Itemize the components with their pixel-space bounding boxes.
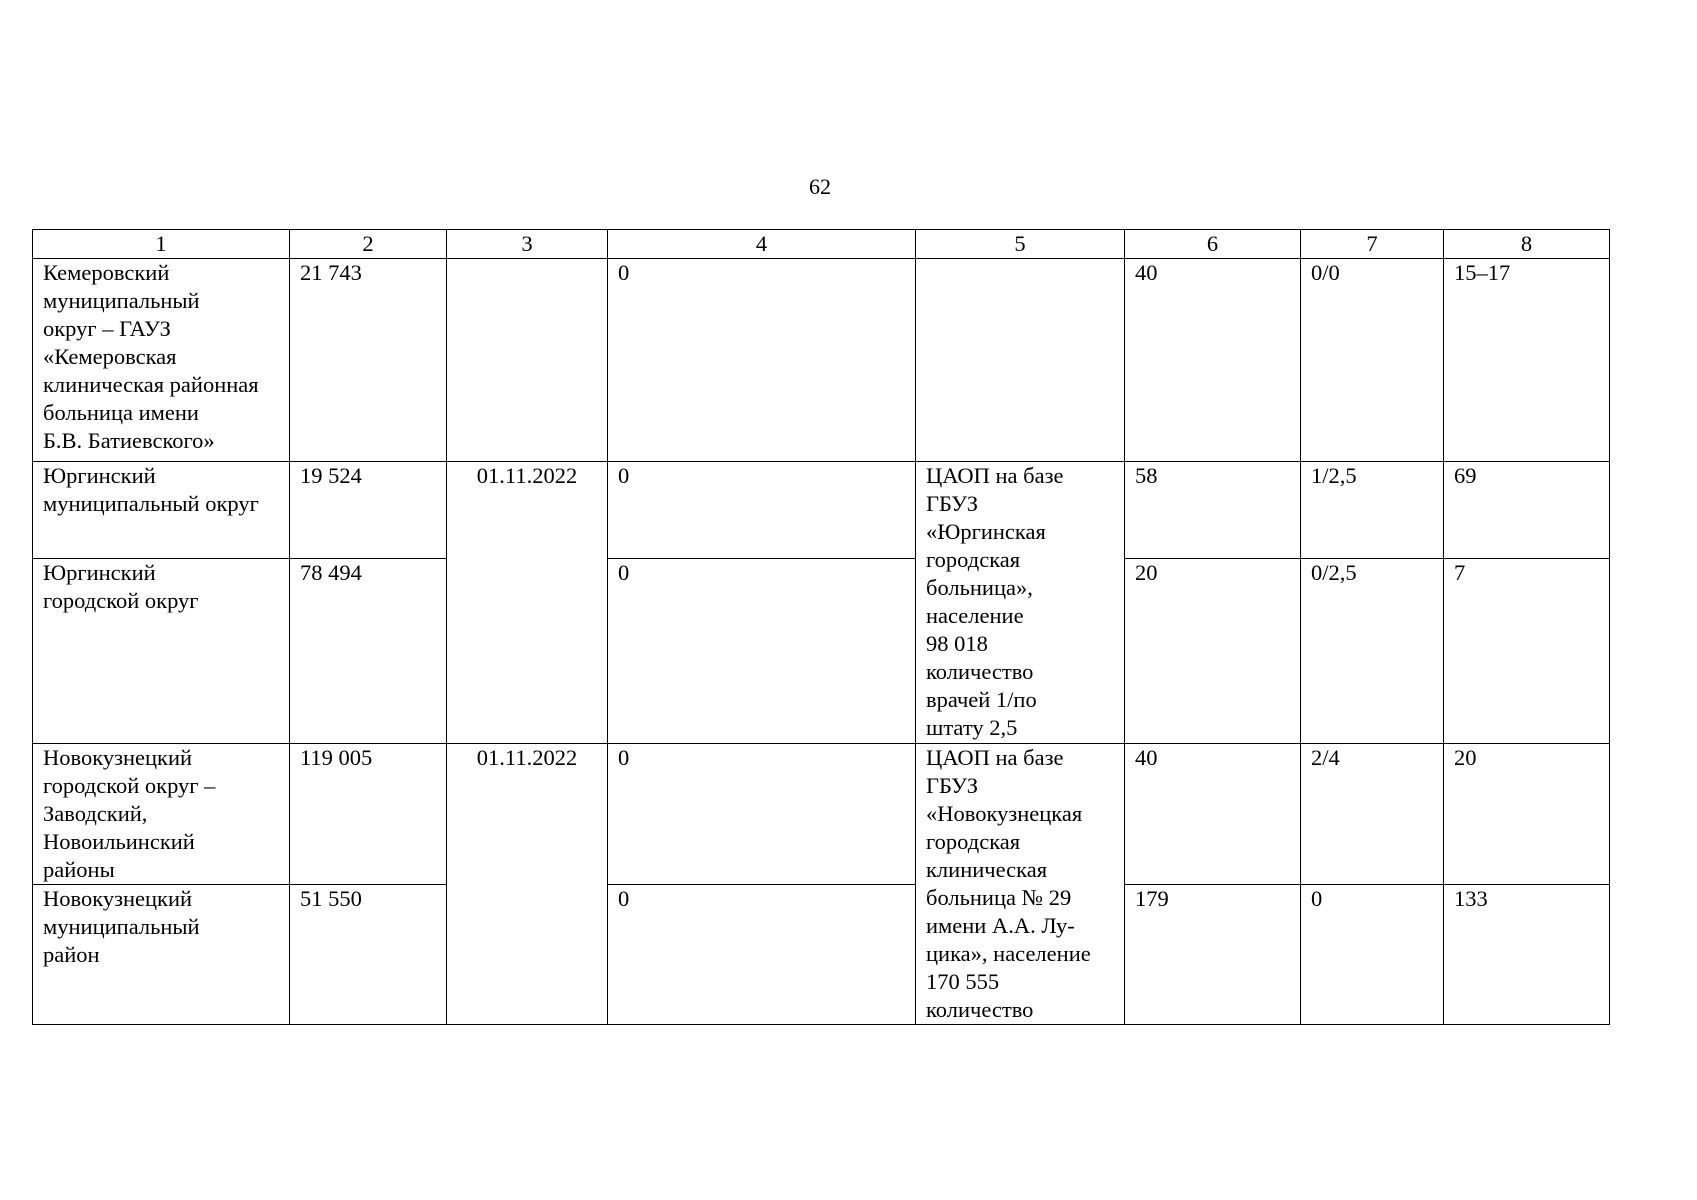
col8-cell: 7	[1444, 559, 1610, 744]
date-cell	[447, 259, 608, 462]
header-cell: 6	[1125, 230, 1301, 259]
header-cell: 7	[1301, 230, 1444, 259]
col6-cell: 40	[1125, 744, 1301, 885]
col4-cell: 0	[608, 885, 916, 1025]
header-cell: 8	[1444, 230, 1610, 259]
header-cell: 3	[447, 230, 608, 259]
table-row	[33, 744, 1610, 885]
population-cell: 78 494	[290, 559, 447, 744]
col4-cell: 0	[608, 559, 916, 744]
col7-cell: 0	[1301, 885, 1444, 1025]
population-cell: 119 005	[290, 744, 447, 885]
col4-cell: 0	[608, 744, 916, 885]
col6-cell: 58	[1125, 462, 1301, 559]
district-name-cell: Новокузнецкий муниципальный район	[33, 885, 290, 1025]
table-header-row	[33, 230, 1610, 259]
district-name-cell: Юргинский городской округ	[33, 559, 290, 744]
col4-cell: 0	[608, 462, 916, 559]
col8-cell: 69	[1444, 462, 1610, 559]
data-table	[32, 229, 1610, 1025]
page-number: 62	[809, 174, 831, 199]
header-cell: 1	[33, 230, 290, 259]
header-cell: 4	[608, 230, 916, 259]
col6-cell: 40	[1125, 259, 1301, 462]
col7-cell: 0/0	[1301, 259, 1444, 462]
table-row	[33, 559, 1610, 744]
col4-cell: 0	[608, 259, 916, 462]
col8-cell: 20	[1444, 744, 1610, 885]
col8-cell: 133	[1444, 885, 1610, 1025]
date-cell: 01.11.2022	[447, 462, 608, 744]
col7-cell: 0/2,5	[1301, 559, 1444, 744]
col8-cell: 15–17	[1444, 259, 1610, 462]
population-cell: 51 550	[290, 885, 447, 1025]
col6-cell: 179	[1125, 885, 1301, 1025]
col7-cell: 2/4	[1301, 744, 1444, 885]
table-row	[33, 885, 1610, 1025]
table-row	[33, 259, 1610, 462]
center-cell: ЦАОП на базе ГБУЗ «Юргинская городская больница», население 98 018 количество врачей 1/по штату 2,5	[916, 462, 1125, 744]
col7-cell: 1/2,5	[1301, 462, 1444, 559]
district-name-cell: Новокузнецкий городской округ – Заводский, Новоильинский районы	[33, 744, 290, 885]
center-cell: ЦАОП на базе ГБУЗ «Новокузнецкая городская клиническая больница № 29 имени А.А. Лу- цика», население 170 555 количество	[916, 744, 1125, 1025]
center-cell	[916, 259, 1125, 462]
col6-cell: 20	[1125, 559, 1301, 744]
population-cell: 19 524	[290, 462, 447, 559]
table-row	[33, 462, 1610, 559]
header-cell: 2	[290, 230, 447, 259]
date-cell: 01.11.2022	[447, 744, 608, 1025]
district-name-cell: Юргинский муниципальный округ	[33, 462, 290, 559]
population-cell: 21 743	[290, 259, 447, 462]
header-cell: 5	[916, 230, 1125, 259]
district-name-cell: Кемеровский муниципальный округ – ГАУЗ «Кемеровская клиническая районная больница имени Б.В. Батиевского»	[33, 259, 290, 462]
